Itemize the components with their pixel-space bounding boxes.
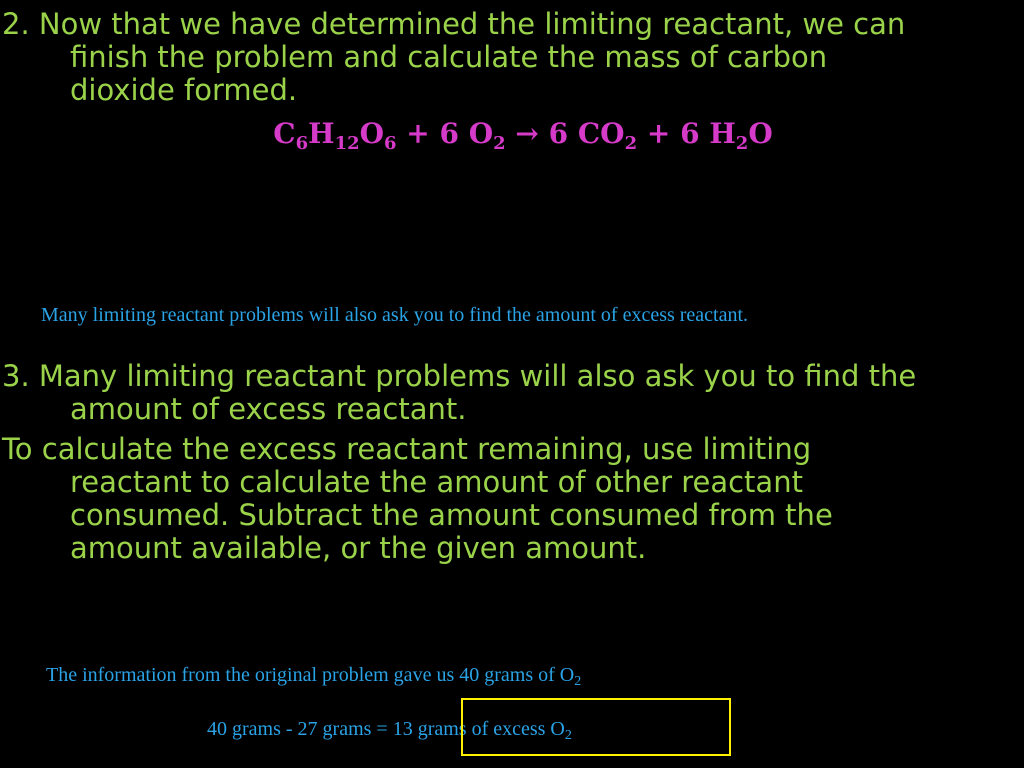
step-2-line-2: finish the problem and calculate the mass of carbon: [70, 40, 828, 74]
water-formula: 6 $H_2O$: [680, 117, 773, 154]
step-3-paragraph: [2, 360, 916, 426]
step-2-line-3: dioxide formed.: [70, 73, 298, 107]
plus-sign: +: [396, 117, 440, 150]
excess-method-line-1: To calculate the excess reactant remaining, use limiting: [2, 432, 812, 466]
excess-method-line-2: reactant to calculate the amount of other reactant: [70, 465, 803, 499]
oxygen-formula: 6 $O_2$: [439, 117, 506, 154]
step-2-line-1: 2. Now that we have determined the limiting reactant, we can: [2, 7, 906, 41]
carbon-dioxide-formula: 6 $CO_2$: [548, 117, 638, 154]
excess-method-line-4: amount available, or the given amount.: [70, 531, 647, 565]
excess-reactant-note: Many limiting reactant problems will also ask you to find the amount of excess reactant.: [41, 304, 749, 326]
step-2-paragraph: [2, 8, 905, 107]
reaction-arrow: →: [505, 117, 549, 150]
excess-method-line-3: consumed. Subtract the amount consumed from the: [70, 498, 833, 532]
excess-calculation: 40 grams - 27 grams = 13 grams of excess $O_2$: [207, 718, 572, 743]
original-problem-info: The information from the original problem gave us 40 grams of $O_2$: [46, 664, 582, 689]
step-3-line-1: 3. Many limiting reactant problems will also ask you to find the: [2, 359, 917, 393]
excess-method-paragraph: [2, 433, 833, 565]
chemical-equation: [0, 114, 1024, 154]
step-3-line-2: amount of excess reactant.: [70, 392, 467, 426]
plus-sign: +: [637, 117, 681, 150]
answer-highlight-box: [461, 698, 731, 756]
glucose-formula: $C_6H_{12}O_6$: [273, 117, 397, 154]
